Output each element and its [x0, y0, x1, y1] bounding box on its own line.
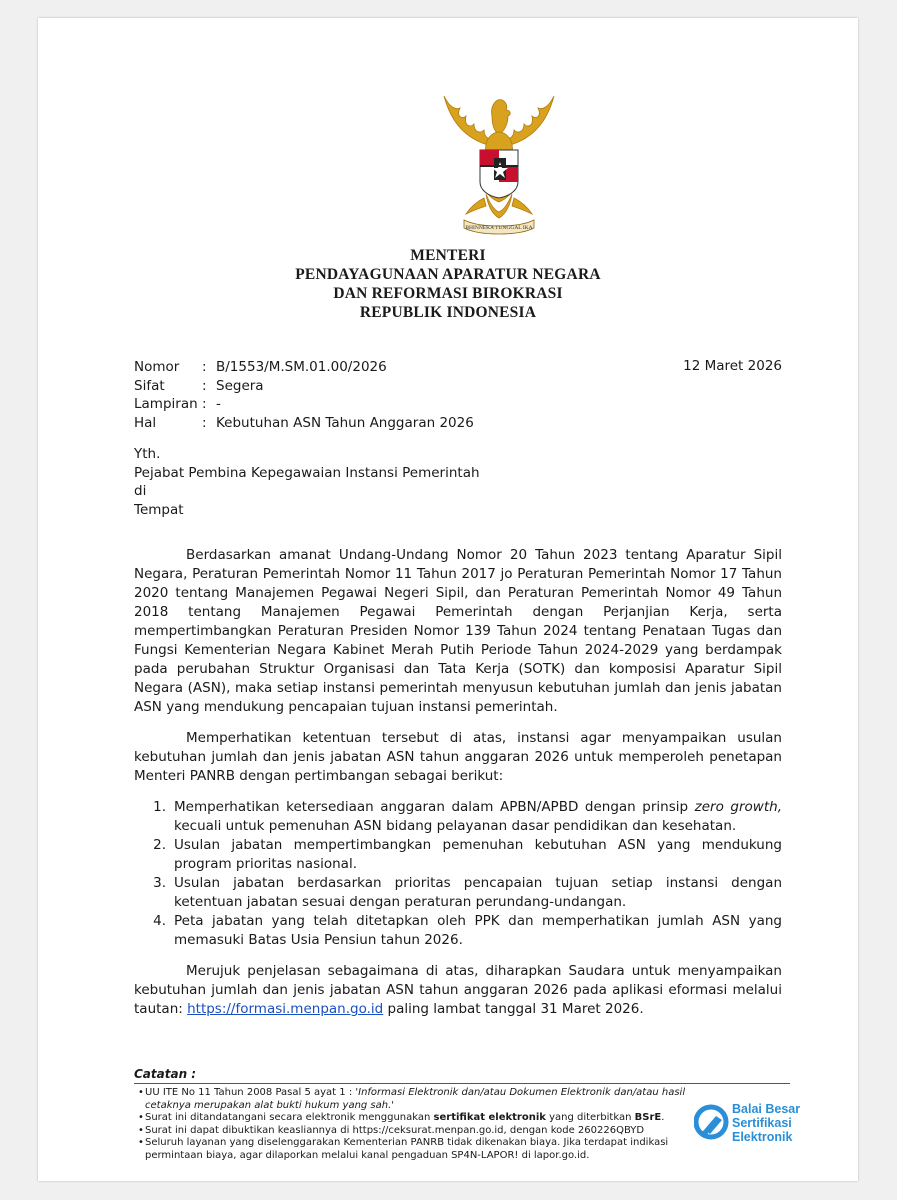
list-item-number: 3.	[153, 875, 166, 891]
notes-title: Catatan :	[134, 1067, 197, 1081]
note-item: • Seluruh layanan yang diselenggarakan Kementerian PANRB tidak dikenakan biaya. Jika terdapat indikasi permintaan biaya, agar dilaporkan melalui kanal pengaduan SP4N-LAPOR! di lapor.go.id.	[138, 1137, 669, 1161]
heading-line-4: REPUBLIK INDONESIA	[359, 304, 537, 321]
bullet-icon: •	[138, 1137, 144, 1148]
heading-line-2: PENDAYAGUNAAN APARATUR NEGARA	[295, 266, 601, 283]
bullet-icon: •	[138, 1124, 144, 1136]
list-item-text: Usulan jabatan berdasarkan prioritas pencapaian tujuan setiap instansi dengan ketentuan jabatan sesuai dengan peraturan perundang-undangan.	[174, 875, 782, 910]
list-item	[134, 836, 782, 874]
meta-row-lampiran	[134, 395, 474, 414]
letter-meta	[134, 358, 474, 432]
addressee-block	[134, 445, 480, 519]
eformasi-link[interactable]: https://formasi.menpan.go.id	[187, 1001, 384, 1017]
letter-date: 12 Maret 2026	[683, 358, 782, 374]
meta-separator: :	[202, 377, 207, 394]
considerations-list	[134, 798, 782, 950]
meta-separator: :	[202, 414, 207, 431]
bullet-icon: •	[138, 1112, 144, 1123]
list-item	[134, 874, 782, 912]
addressee-line-3: di	[134, 483, 147, 499]
meta-value: -	[216, 396, 221, 412]
note-item: • Surat ini ditandatangani secara elektronik menggunakan sertifikat elektronik yang diterbitkan BSrE.	[138, 1112, 665, 1123]
body-paragraph-2: Memperhatikan ketentuan tersebut di atas, instansi agar menyampaikan usulan kebutuhan jumlah dan jenis jabatan ASN tahun anggaran 2026 untuk memperoleh penetapan Menteri PANRB dengan pertimbangan sebagai berikut:	[134, 730, 782, 784]
notes-divider	[134, 1083, 790, 1084]
list-item	[134, 798, 782, 836]
heading-line-3: DAN REFORMASI BIROKRASI	[333, 285, 563, 302]
letter-page	[38, 18, 858, 1181]
body-paragraph-1: Berdasarkan amanat Undang-Undang Nomor 20 Tahun 2023 tentang Aparatur Sipil Negara, Peraturan Pemerintah Nomor 11 Tahun 2017 jo Peraturan Pemerintah Nomor 17 Tahun 2020 tentang Manajemen Pegawai Negeri Sipil, dan Peraturan Pemerintah Nomor 49 Tahun 2018 tentang Manajemen Pegawai Pemerintah dengan Perjanjian Kerja, serta mempertimbangkan Peraturan Presiden Nomor 139 Tahun 2024 tentang Penataan Tugas dan Fungsi Kementerian Negara Kabinet Merah Putih Periode Tahun 2024-2029 yang berdampak pada perubahan Struktur Organisasi dan Tata Kerja (SOTK) dan komposisi Aparatur Sipil Negara (ASN), maka setiap instansi pemerintah menyusun kebutuhan jumlah dan jenis jabatan ASN yang mendukung pencapaian tujuan instansi pemerintah.	[134, 547, 782, 715]
list-item-text: Usulan jabatan mempertimbangkan pemenuhan kebutuhan ASN yang mendukung program prioritas nasional.	[174, 837, 782, 872]
meta-key: Nomor	[134, 359, 180, 375]
bsre-label: Balai Besar Sertifikasi Elektronik	[732, 1102, 801, 1144]
note-item: • Surat ini dapat dibuktikan keasliannya di https://ceksurat.menpan.go.id, dengan kode 260226QBYD	[138, 1124, 645, 1136]
list-item-number: 2.	[153, 837, 166, 853]
meta-value: B/1553/M.SM.01.00/2026	[216, 359, 387, 375]
note-item: • UU ITE No 11 Tahun 2008 Pasal 5 ayat 1 : 'Informasi Elektronik dan/atau Dokumen Elektronik dan/atau hasil cetaknya merupakan alat bukti hukum yang sah.'	[138, 1087, 686, 1111]
list-item-text: Memperhatikan ketersediaan anggaran dalam APBN/APBD dengan prinsip zero growth, kecuali untuk pemenuhan ASN bidang pelayanan dasar pendidikan dan kesehatan.	[174, 799, 782, 834]
list-item	[134, 912, 782, 950]
notes-list	[138, 1087, 698, 1162]
body-paragraph-3: Merujuk penjelasan sebagaimana di atas, diharapkan Saudara untuk menyampaikan kebutuhan jumlah dan jenis jabatan ASN tahun anggaran 2026 pada aplikasi eformasi melalui tautan: https://formasi.menpan.go.id paling lambat tanggal 31 Maret 2026.	[134, 963, 782, 1017]
meta-row-sifat	[134, 377, 474, 396]
meta-key: Hal	[134, 414, 157, 431]
list-item-number: 1.	[153, 799, 166, 815]
addressee-line-4: Tempat	[134, 501, 184, 518]
meta-separator: :	[202, 359, 207, 375]
addressee-line-2: Pejabat Pembina Kepegawaian Instansi Pemerintah	[134, 464, 480, 481]
meta-key: Lampiran	[134, 396, 198, 412]
meta-row-hal	[134, 414, 474, 433]
heading-line-1: MENTERI	[410, 247, 486, 264]
list-item-number: 4.	[153, 913, 166, 929]
meta-row-nomor	[134, 358, 474, 377]
garuda-pancasila-emblem	[430, 86, 568, 236]
meta-key: Sifat	[134, 377, 165, 394]
emphasis-text: zero growth,	[694, 799, 782, 815]
meta-value: Segera	[216, 377, 264, 394]
addressee-line-1: Yth.	[134, 446, 161, 462]
bsre-logo	[694, 1102, 804, 1158]
letter-heading	[38, 246, 858, 322]
shield-icon	[480, 150, 518, 198]
meta-separator: :	[202, 396, 207, 412]
emblem-motto: BHINNEKA TUNGGAL IKA	[465, 225, 533, 231]
list-item-text: Peta jabatan yang telah ditetapkan oleh PPK dan memperhatikan jumlah ASN yang memasuki Batas Usia Pensiun tahun 2026.	[174, 913, 782, 948]
bullet-icon: •	[138, 1087, 144, 1098]
meta-value: Kebutuhan ASN Tahun Anggaran 2026	[216, 414, 474, 431]
bsre-emblem-icon	[694, 1102, 730, 1146]
